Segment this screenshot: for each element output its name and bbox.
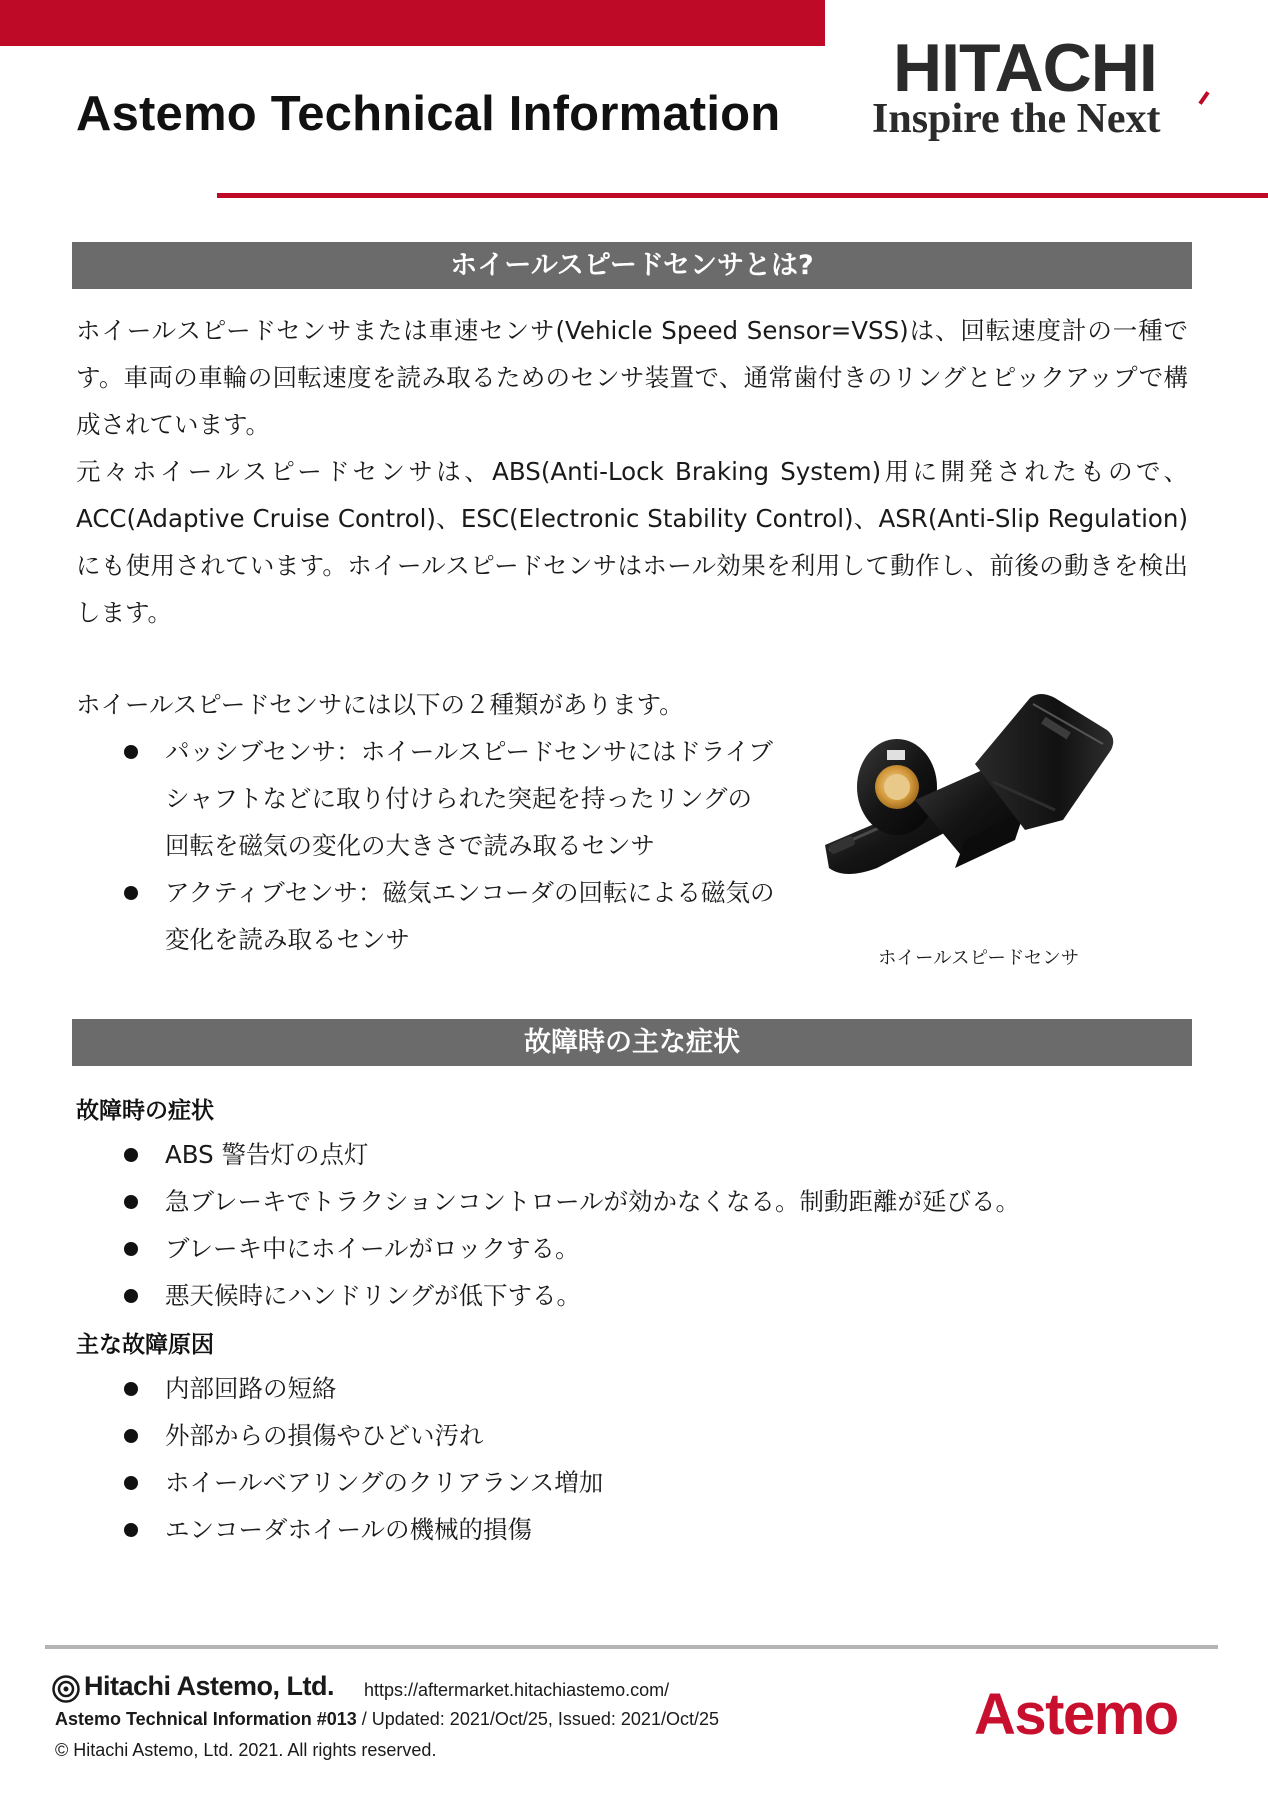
- list-item-text: 外部からの損傷やひどい汚れ: [165, 1421, 484, 1450]
- bullet-icon: [124, 1289, 138, 1303]
- footer-divider: [45, 1645, 1218, 1649]
- list-item-text: ブレーキ中にホイールがロックする。: [165, 1234, 580, 1263]
- list-item: [76, 1225, 1176, 1272]
- list-item-text: アクティブセンサ：磁気エンコーダの回転による磁気の変化を読み取るセンサ: [165, 878, 775, 954]
- list-item: [76, 1412, 1176, 1459]
- causes-subheading: 主な故障原因: [76, 1332, 214, 1358]
- header-divider: [217, 193, 1268, 198]
- document-title: Astemo Technical Information: [76, 87, 781, 141]
- bullet-icon: [124, 745, 138, 759]
- list-item: [76, 1459, 1176, 1506]
- list-item-text: ホイールベアリングのクリアランス増加: [165, 1468, 604, 1497]
- list-item-text: ABS 警告灯の点灯: [165, 1140, 369, 1169]
- wheel-speed-sensor-image: [815, 690, 1145, 920]
- list-item-text: 急ブレーキでトラクションコントロールが効かなくなる。制動距離が延びる。: [165, 1187, 1021, 1216]
- symptoms-subheading: 故障時の症状: [76, 1098, 214, 1124]
- astemo-logo: Astemo: [974, 1682, 1178, 1747]
- hitachi-emblem-icon: [52, 1675, 80, 1703]
- list-item: [76, 1272, 1176, 1319]
- list-item-text: パッシブセンサ：ホイールスピードセンサにはドライブシャフトなどに取り付けられた突起を持ったリングの回転を磁気の変化の大きさで読み取るセンサ: [165, 737, 773, 860]
- bullet-icon: [124, 1148, 138, 1162]
- section-heading-what-is: ホイールスピードセンサとは?: [72, 242, 1192, 289]
- list-item-text: エンコーダホイールの機械的損傷: [165, 1515, 533, 1544]
- list-item: [76, 1506, 1176, 1553]
- symptoms-list: [76, 1131, 1176, 1319]
- logo-accent-mark: [1198, 91, 1209, 105]
- bullet-icon: [124, 1429, 138, 1443]
- list-item: [76, 1178, 1176, 1225]
- website-link[interactable]: https://aftermarket.hitachiastemo.com/: [364, 1680, 670, 1700]
- list-item: [76, 1365, 1176, 1412]
- list-item: [76, 1131, 1176, 1178]
- image-caption: ホイールスピードセンサ: [878, 948, 1080, 969]
- list-item-text: 内部回路の短絡: [165, 1374, 337, 1403]
- hitachi-logo-tagline: Inspire the Next: [872, 96, 1161, 142]
- section-heading-symptoms: 故障時の主な症状: [72, 1019, 1192, 1066]
- company-name: Hitachi Astemo, Ltd.: [84, 1671, 335, 1701]
- causes-list: [76, 1365, 1176, 1553]
- bullet-icon: [124, 1523, 138, 1537]
- document-dates: / Updated: 2021/Oct/25, Issued: 2021/Oct/25: [356, 1709, 719, 1729]
- bullet-icon: [124, 1382, 138, 1396]
- sensor-types-list: [76, 728, 776, 963]
- sensor-types-intro: ホイールスピードセンサには以下の２種類があります。: [76, 690, 684, 719]
- document-id: Astemo Technical Information #013: [55, 1709, 357, 1729]
- copyright-notice: © Hitachi Astemo, Ltd. 2021. All rights reserved.: [55, 1740, 437, 1760]
- list-item: [76, 728, 776, 869]
- bullet-icon: [124, 1242, 138, 1256]
- intro-paragraph: ホイールスピードセンサまたは車速センサ(Vehicle Speed Sensor=VSS)は、回転速度計の一種です。車両の車輪の回転速度を読み取るためのセンサ装置で、通常歯付きのリングとピックアップで構成されています。 元々ホイールスピードセンサは、ABS(Anti-Lock Braking System)用に開発されたもので、ACC(Adaptive Cruise Control)、ESC(Electronic Stability Control)、ASR(Anti-Slip Regulation)にも使用されています。ホイールスピードセンサはホール効果を利用して動作し、前後の動きを検出します。: [76, 316, 1188, 627]
- header-accent-bar: [0, 0, 825, 46]
- list-item: [76, 869, 776, 963]
- bullet-icon: [124, 1476, 138, 1490]
- hitachi-logo-wordmark: HITACHI: [893, 30, 1157, 106]
- list-item-text: 悪天候時にハンドリングが低下する。: [165, 1281, 582, 1310]
- bullet-icon: [124, 1195, 138, 1209]
- bullet-icon: [124, 886, 138, 900]
- document-info: [55, 1709, 719, 1730]
